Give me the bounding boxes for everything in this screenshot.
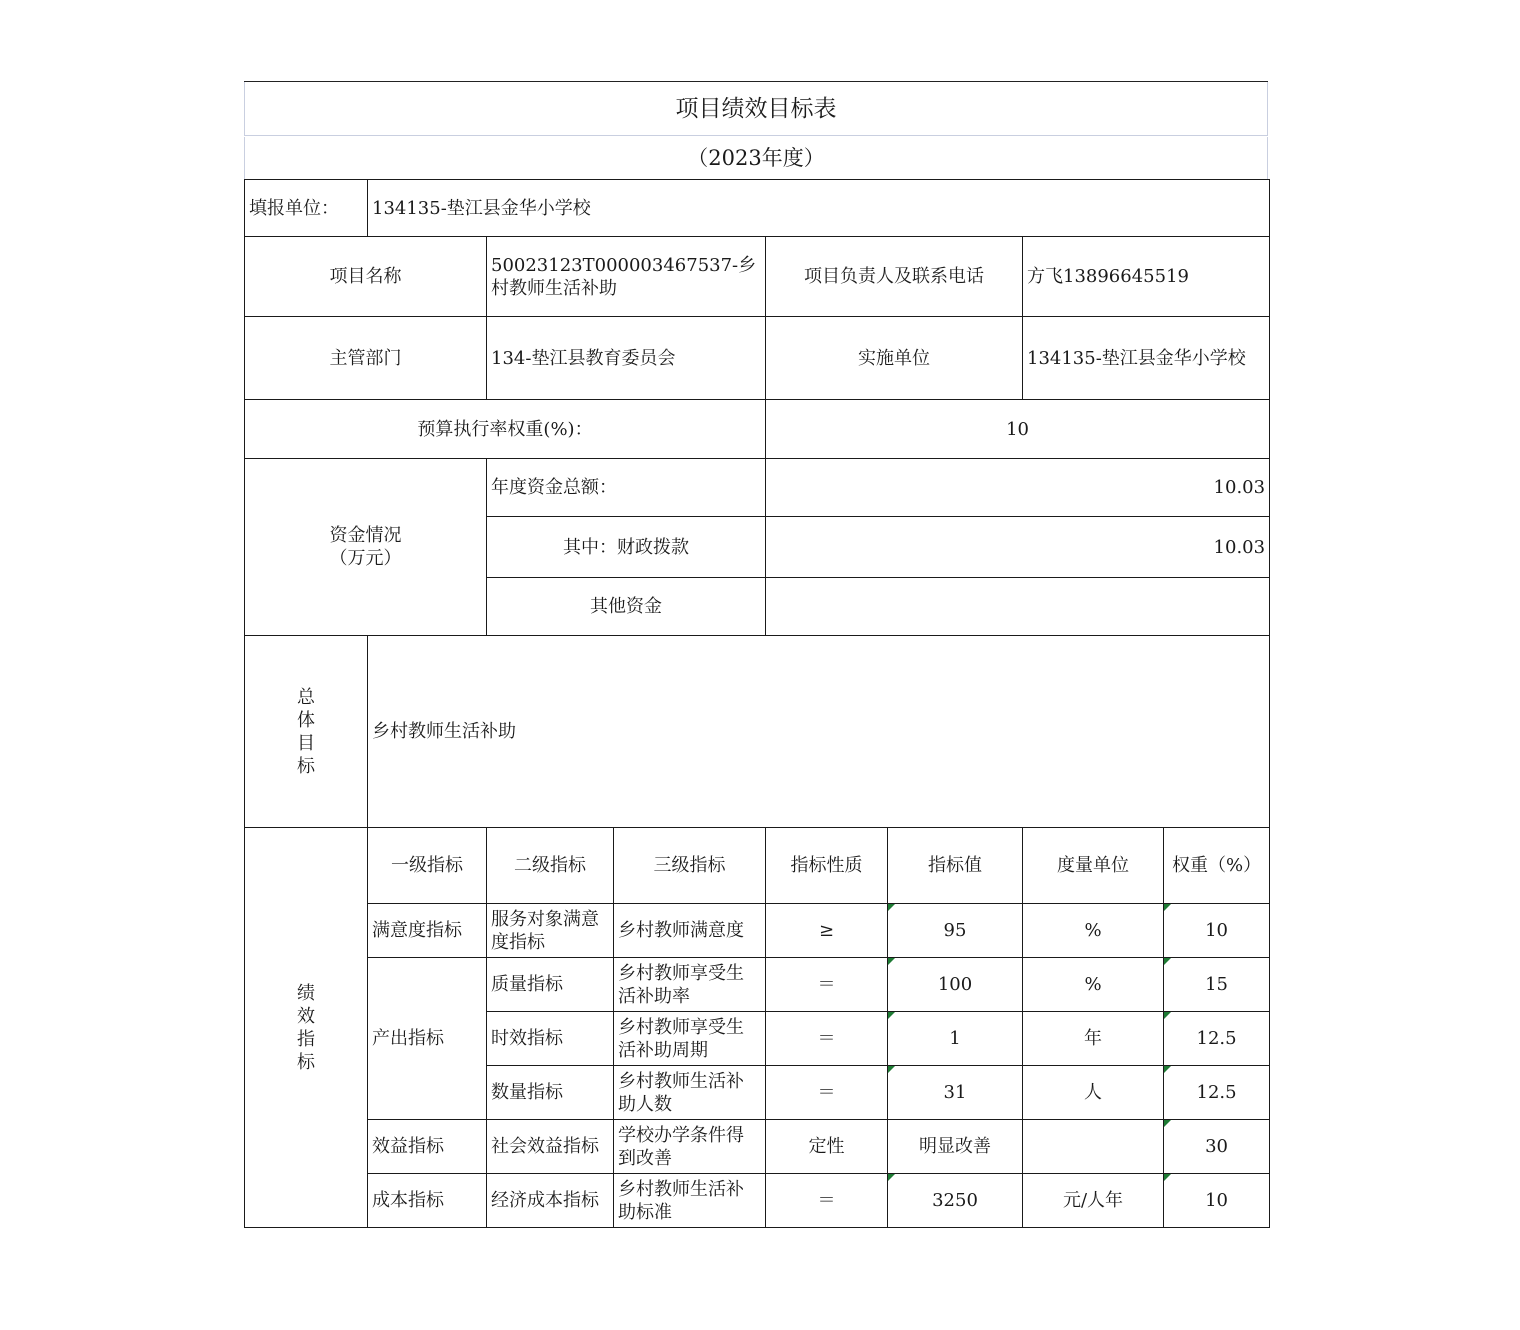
dept-label: 主管部门 [245, 317, 487, 400]
indicator-level1: 产出指标 [368, 958, 487, 1120]
project-name-label: 项目名称 [245, 237, 487, 317]
target-table [244, 179, 1270, 1228]
indicator-value: 100 [888, 958, 1023, 1012]
budget-weight-row [245, 400, 1270, 459]
indicator-weight: 10 [1164, 904, 1270, 958]
funds-fiscal-value: 10.03 [766, 517, 1270, 578]
indicator-level2: 时效指标 [487, 1012, 614, 1066]
indicator-level3: 乡村教师享受生活补助周期 [614, 1012, 766, 1066]
funds-label-line2: （万元） [329, 548, 402, 569]
funds-fiscal-label: 其中：财政拨款 [487, 517, 766, 578]
project-owner-label: 项目负责人及联系电话 [766, 237, 1023, 317]
indicator-unit: 元/人年 [1023, 1174, 1164, 1228]
indicator-weight: 12.5 [1164, 1066, 1270, 1120]
perf-char: 绩 [297, 982, 315, 1004]
indicator-level2: 经济成本指标 [487, 1174, 614, 1228]
indicator-level1: 成本指标 [368, 1174, 487, 1228]
goal-char: 标 [297, 755, 315, 777]
indicator-nature: ＝ [766, 1012, 888, 1066]
indicator-nature: ＝ [766, 958, 888, 1012]
perf-char: 标 [297, 1051, 315, 1073]
reporter-row [245, 180, 1270, 237]
indicator-nature: ＝ [766, 1066, 888, 1120]
indicator-weight: 30 [1164, 1120, 1270, 1174]
goal-char: 总 [297, 686, 315, 708]
indicator-level1: 满意度指标 [368, 904, 487, 958]
project-name-row [245, 237, 1270, 317]
indicator-unit: 人 [1023, 1066, 1164, 1120]
overall-goal-row [245, 636, 1270, 828]
indicator-level2: 服务对象满意度指标 [487, 904, 614, 958]
overall-goal-label [245, 636, 368, 828]
sheet-title: 项目绩效目标表 [244, 82, 1268, 136]
funds-label [245, 459, 487, 636]
header-nature: 指标性质 [766, 828, 888, 904]
indicator-row [245, 904, 1270, 958]
budget-weight-value: 10 [766, 400, 1270, 459]
perf-char: 指 [297, 1028, 315, 1050]
funds-other-label: 其他资金 [487, 578, 766, 636]
department-row [245, 317, 1270, 400]
sheet-year: （2023年度） [244, 137, 1268, 179]
funds-total-label: 年度资金总额： [487, 459, 766, 517]
funds-total-value: 10.03 [766, 459, 1270, 517]
goal-char: 体 [297, 709, 315, 731]
funds-label-line1: 资金情况 [329, 525, 402, 546]
indicator-row [245, 1120, 1270, 1174]
indicator-weight: 12.5 [1164, 1012, 1270, 1066]
indicator-row [245, 958, 1270, 1012]
indicator-value: 1 [888, 1012, 1023, 1066]
indicator-level2: 社会效益指标 [487, 1120, 614, 1174]
funds-other-value [766, 578, 1270, 636]
impl-label: 实施单位 [766, 317, 1023, 400]
indicator-unit: % [1023, 958, 1164, 1012]
project-name-value: 50023123T000003467537-乡村教师生活补助 [487, 237, 766, 317]
indicator-level3: 学校办学条件得到改善 [614, 1120, 766, 1174]
indicator-value: 明显改善 [888, 1120, 1023, 1174]
header-level3: 三级指标 [614, 828, 766, 904]
reporter-label: 填报单位： [245, 180, 368, 237]
indicator-unit: % [1023, 904, 1164, 958]
indicator-row [245, 1174, 1270, 1228]
reporter-value: 134135-垫江县金华小学校 [368, 180, 1270, 237]
indicator-level2: 数量指标 [487, 1066, 614, 1120]
indicator-value: 95 [888, 904, 1023, 958]
indicator-level3: 乡村教师享受生活补助率 [614, 958, 766, 1012]
indicator-level1: 效益指标 [368, 1120, 487, 1174]
header-level1: 一级指标 [368, 828, 487, 904]
indicator-level2: 质量指标 [487, 958, 614, 1012]
indicator-nature: ≥ [766, 904, 888, 958]
indicator-value: 3250 [888, 1174, 1023, 1228]
header-weight: 权重（%） [1164, 828, 1270, 904]
funds-total-row [245, 459, 1270, 517]
indicator-unit [1023, 1120, 1164, 1174]
indicator-level3: 乡村教师满意度 [614, 904, 766, 958]
header-level2: 二级指标 [487, 828, 614, 904]
project-owner-value: 方飞13896645519 [1023, 237, 1270, 317]
indicator-nature: ＝ [766, 1174, 888, 1228]
dept-value: 134-垫江县教育委员会 [487, 317, 766, 400]
indicator-weight: 15 [1164, 958, 1270, 1012]
indicator-value: 31 [888, 1066, 1023, 1120]
perf-char: 效 [297, 1005, 315, 1027]
indicator-unit: 年 [1023, 1012, 1164, 1066]
budget-weight-label: 预算执行率权重(%)： [245, 400, 766, 459]
impl-value: 134135-垫江县金华小学校 [1023, 317, 1270, 400]
header-unit: 度量单位 [1023, 828, 1164, 904]
performance-indicator-label [245, 828, 368, 1228]
header-value: 指标值 [888, 828, 1023, 904]
indicator-weight: 10 [1164, 1174, 1270, 1228]
indicator-level3: 乡村教师生活补助人数 [614, 1066, 766, 1120]
indicator-level3: 乡村教师生活补助标准 [614, 1174, 766, 1228]
indicator-nature: 定性 [766, 1120, 888, 1174]
indicator-header-row [245, 828, 1270, 904]
overall-goal-value: 乡村教师生活补助 [368, 636, 1270, 828]
goal-char: 目 [297, 732, 315, 754]
